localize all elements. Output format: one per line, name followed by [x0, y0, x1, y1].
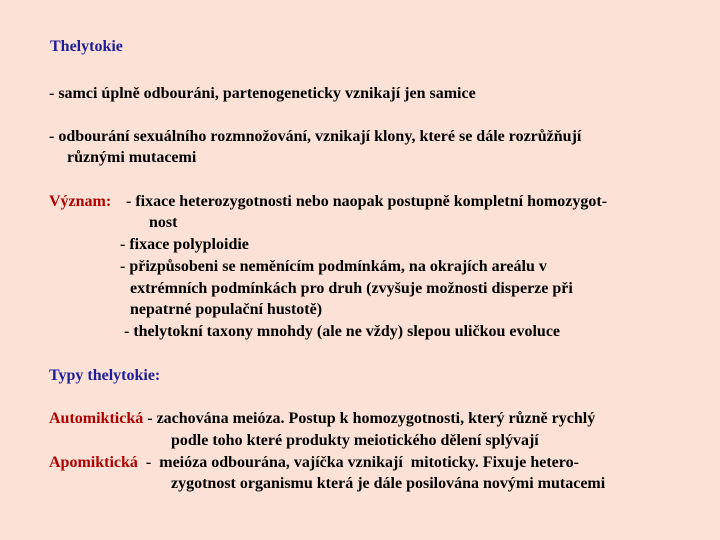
types-heading: Typy thelytokie: — [49, 367, 161, 384]
vyznam-item-2: - fixace polyploidie — [120, 236, 249, 253]
point-2-line-2: různými mutacemi — [67, 149, 197, 166]
vyznam-item-3-line-3: nepatrné populační hustotě) — [130, 301, 323, 318]
vyznam-item-1-line-2: nost — [149, 214, 178, 231]
type-automikticka-line-1 — [49, 409, 595, 429]
vyznam-item-3-line-1: - přizpůsobeni se neměnícím podmínkám, na okrajích areálu v — [120, 258, 547, 275]
type-automikticka-line-2: podle toho které produkty meiotického dělení splývají — [171, 432, 539, 449]
point-1: - samci úplně odbouráni, partenogeneticky vznikají jen samice — [49, 85, 476, 102]
vyznam-label: Význam: — [49, 193, 112, 210]
type-apomikticka-line-2: zygotnost organismu která je dále posilována novými mutacemi — [171, 475, 606, 492]
type-automikticka-text: - zachována meióza. Postup k homozygotnosti, který různě rychlý — [143, 410, 596, 427]
type-apomikticka-label: Apomiktická — [49, 454, 138, 471]
type-apomikticka-line-1 — [49, 453, 579, 473]
point-2-line-1: - odbourání sexuálního rozmnožování, vznikají klony, které se dále rozrůžňují — [49, 128, 582, 145]
vyznam-item-3-line-2: extrémních podmínkách pro druh (zvyšuje možnosti disperze při — [130, 280, 573, 297]
vyznam-item-1-line-1: - fixace heterozygotnosti nebo naopak postupně kompletní homozygot- — [126, 193, 608, 210]
type-automikticka-label: Automiktická — [49, 410, 144, 427]
page-title: Thelytokie — [50, 38, 123, 55]
type-apomikticka-text: - meióza odbourána, vajíčka vznikají mitoticky. Fixuje hetero- — [137, 454, 579, 471]
vyznam-item-4: - thelytokní taxony mnohdy (ale ne vždy) slepou uličkou evoluce — [124, 323, 561, 340]
